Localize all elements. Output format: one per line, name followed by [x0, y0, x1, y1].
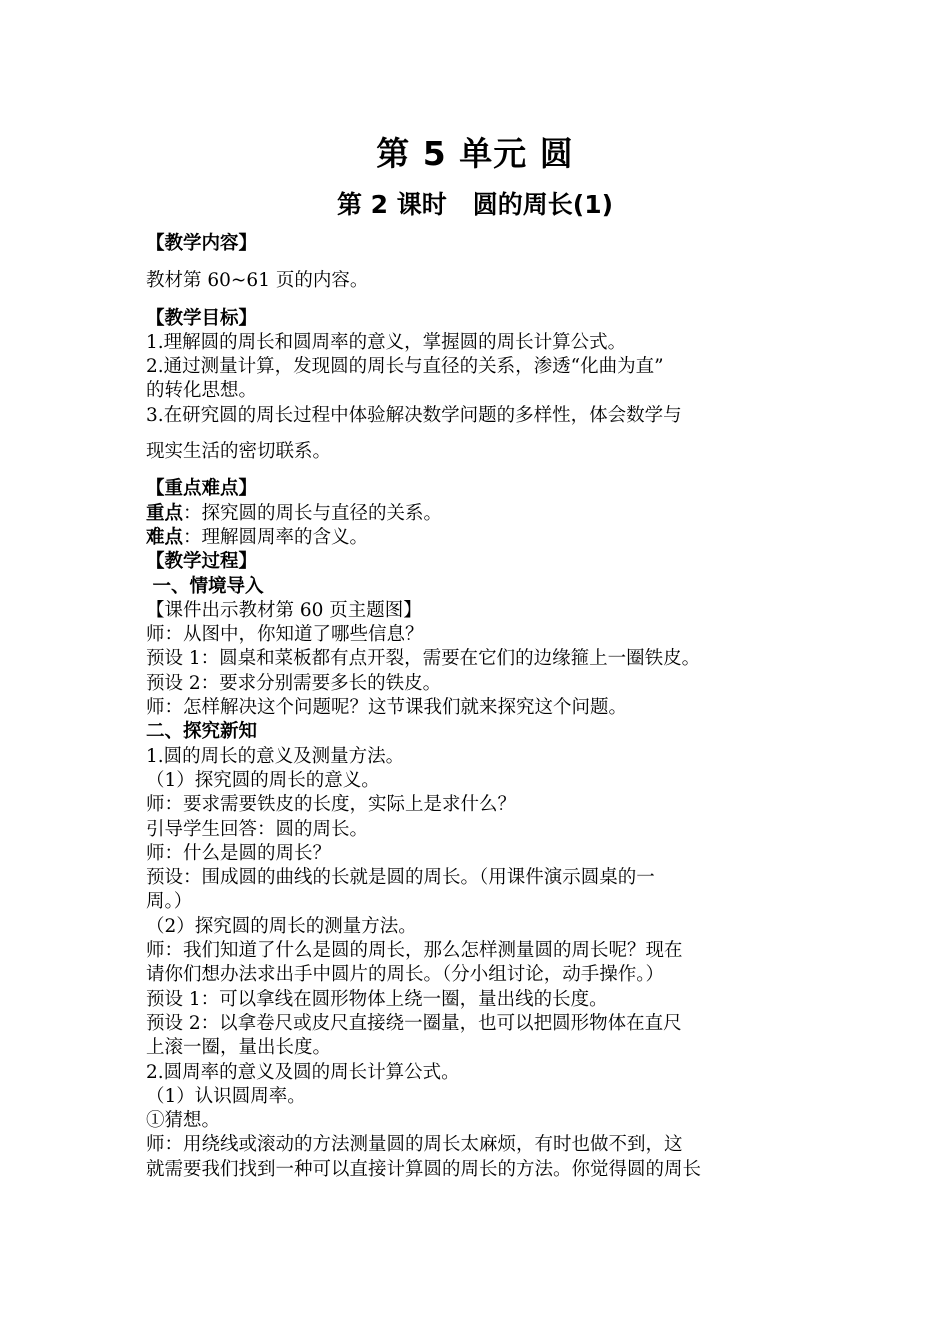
key-label: 重点	[146, 502, 184, 524]
content-heading: 【教学内容】	[146, 233, 258, 254]
goal-3b: 现实生活的密切联系。	[146, 441, 332, 463]
content-text: 教材第 60~61 页的内容。	[146, 270, 369, 292]
text-line: 引导学生回答：圆的周长。	[146, 818, 369, 840]
lesson-number: 第 2 课时	[336, 190, 447, 219]
explore-heading: 二、探究新知	[146, 721, 258, 743]
text-line: 师：用绕线或滚动的方法测量圆的周长太麻烦，有时也做不到，这	[146, 1134, 683, 1156]
text-line: （1）探究圆的周长的意义。	[146, 769, 380, 791]
text-line: 上滚一圈，量出长度。	[146, 1037, 332, 1059]
text-line: 师：怎样解决这个问题呢？这节课我们就来探究这个问题。	[146, 697, 628, 719]
goals-heading: 【教学目标】	[146, 307, 258, 329]
text-line: 师：要求需要铁皮的长度，实际上是求什么？	[146, 794, 517, 816]
difficult-text: ：理解圆周率的含义。	[183, 526, 369, 548]
key-point	[146, 502, 816, 526]
text-line: 预设 2：要求分别需要多长的铁皮。	[146, 672, 442, 694]
text-line: 师：我们知道了什么是圆的周长，那么怎样测量圆的周长呢？现在	[146, 940, 683, 962]
goal-2a: 2.通过测量计算，发现圆的周长与直径的关系，渗透“化曲为直”	[146, 356, 664, 378]
lesson-name: 圆的周长(1)	[472, 190, 614, 219]
unit-title: 第 5 单元 圆	[376, 134, 574, 173]
text-line: 就需要我们找到一种可以直接计算圆的周长的方法。你觉得圆的周长	[146, 1158, 702, 1180]
text-line: 预设 2：以拿卷尺或皮尺直接绕一圈量，也可以把圆形物体在直尺	[146, 1012, 682, 1034]
goal-1: 1.理解圆的周长和圆周率的意义，掌握圆的周长计算公式。	[146, 331, 627, 353]
key-text: ：探究圆的周长与直径的关系。	[183, 502, 443, 524]
text-line: 周。）	[146, 891, 193, 913]
goal-3a: 3.在研究圆的周长过程中体验解决数学问题的多样性，体会数学与	[146, 404, 682, 426]
text-line: 预设：围成圆的曲线的长就是圆的周长。（用课件演示圆桌的一	[146, 867, 655, 889]
lesson-title	[0, 185, 950, 221]
text-line: 师：什么是圆的周长？	[146, 842, 332, 864]
text-line: （1）认识圆周率。	[146, 1085, 306, 1107]
lesson-body	[146, 232, 816, 1182]
intro-heading: 一、情境导入	[146, 575, 264, 597]
text-line: 1.圆的周长的意义及测量方法。	[146, 745, 405, 767]
text-line: 请你们想办法求出手中圆片的周长。（分小组讨论，动手操作。）	[146, 964, 665, 986]
text-line: 预设 1：可以拿线在圆形物体上绕一圈，量出线的长度。	[146, 988, 608, 1010]
difficult-point	[146, 526, 816, 550]
text-line: 预设 1：圆桌和菜板都有点开裂，需要在它们的边缘箍上一圈铁皮。	[146, 648, 701, 670]
text-line: （2）探究圆的周长的测量方法。	[146, 915, 417, 937]
text-line: 【课件出示教材第 60 页主题图】	[146, 599, 422, 621]
text-line: 师：从图中，你知道了哪些信息？	[146, 624, 424, 646]
key-heading: 【重点难点】	[146, 478, 258, 500]
text-line: ①猜想。	[146, 1110, 221, 1132]
process-heading: 【教学过程】	[146, 551, 258, 573]
text-line: 2.圆周率的意义及圆的周长计算公式。	[146, 1061, 460, 1083]
goal-2b: 的转化思想。	[146, 380, 258, 402]
difficult-label: 难点	[146, 526, 184, 548]
